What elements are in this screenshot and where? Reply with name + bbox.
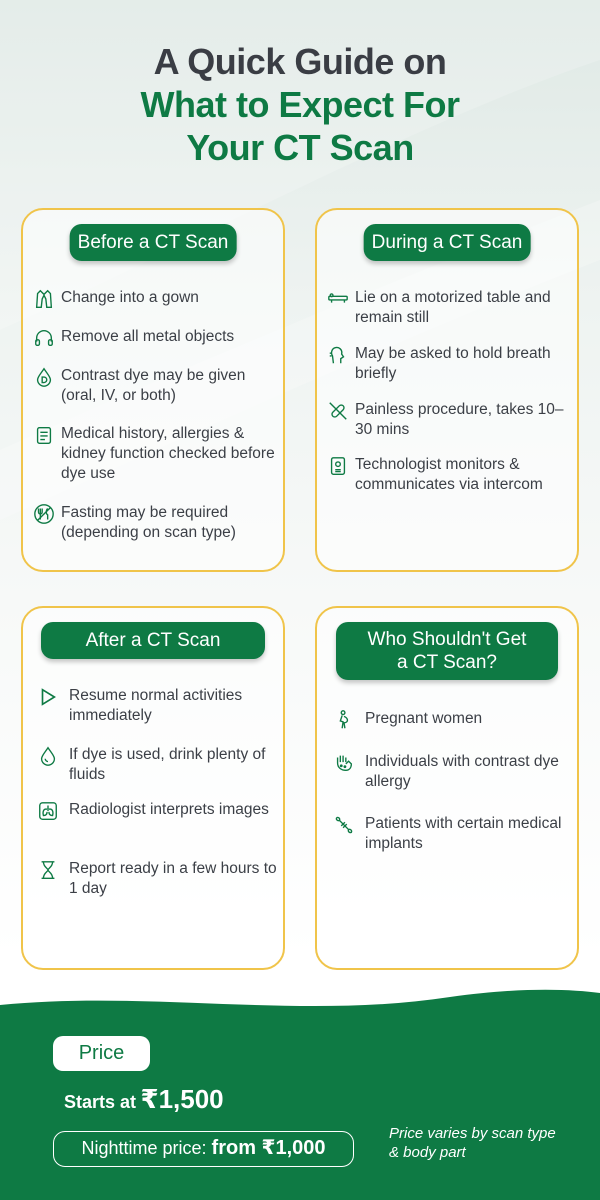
list-item: May be asked to hold breath briefly (327, 343, 571, 384)
list-item: Change into a gown (33, 287, 277, 311)
list-item: Medical history, allergies & kidney function checked before dye use (33, 423, 277, 484)
before-scan-card (21, 208, 285, 572)
title-line-1: A Quick Guide on (153, 41, 447, 82)
before-scan-heading: Before a CT Scan (70, 224, 237, 261)
list-item: If dye is used, drink plenty of fluids (33, 744, 277, 785)
title-line-3: Your CT Scan (186, 127, 414, 168)
lungs-scan-icon (33, 799, 61, 823)
price-label: Price (53, 1036, 150, 1071)
no-food-icon (33, 502, 61, 526)
page-title (0, 40, 600, 169)
nighttime-price (53, 1131, 354, 1167)
starting-price (64, 1084, 224, 1115)
list-item: Lie on a motorized table and remain still (327, 287, 571, 328)
clipboard-icon (33, 423, 61, 447)
who-shouldnt-card (315, 606, 579, 970)
list-item: Contrast dye may be given (oral, IV, or both) (33, 365, 277, 406)
implant-icon (327, 813, 355, 837)
list-item: Painless procedure, takes 10–30 mins (327, 399, 571, 440)
list-item: Radiologist interprets images (33, 799, 277, 823)
list-item: Report ready in a few hours to 1 day (33, 858, 277, 899)
allergy-hand-icon (327, 751, 355, 775)
list-item: Technologist monitors & communicates via intercom (327, 454, 571, 495)
night-prefix: Nighttime price: (81, 1138, 207, 1158)
play-icon (33, 685, 61, 709)
dye-drop-icon (33, 365, 61, 389)
headphones-icon (33, 326, 61, 350)
who-shouldnt-heading (336, 622, 558, 680)
starts-prefix: Starts at (64, 1092, 137, 1112)
starts-value: ₹1,500 (140, 1084, 224, 1114)
during-scan-card (315, 208, 579, 572)
list-item: Fasting may be required (depending on scan type) (33, 502, 277, 543)
title-line-2: What to Expect For (140, 84, 460, 125)
who-heading-line-1: Who Shouldn't Get (367, 629, 527, 650)
during-scan-heading: During a CT Scan (364, 224, 531, 261)
intercom-icon (327, 454, 355, 478)
list-item: Pregnant women (327, 708, 571, 732)
list-item: Remove all metal objects (33, 326, 277, 350)
night-value: from ₹1,000 (211, 1137, 326, 1159)
list-item: Individuals with contrast dye allergy (327, 751, 571, 792)
pregnant-icon (327, 708, 355, 732)
gown-icon (33, 287, 61, 311)
table-icon (327, 287, 355, 311)
list-item: Patients with certain medical implants (327, 813, 571, 854)
after-scan-heading: After a CT Scan (41, 622, 265, 659)
painless-icon (327, 399, 355, 423)
list-item: Resume normal activities immediately (33, 685, 277, 726)
breath-icon (327, 343, 355, 367)
water-drop-icon (33, 744, 61, 768)
who-heading-line-2: a CT Scan? (397, 652, 497, 673)
after-scan-card (21, 606, 285, 970)
hourglass-icon (33, 858, 61, 882)
price-note: Price varies by scan type & body part (389, 1125, 556, 1161)
